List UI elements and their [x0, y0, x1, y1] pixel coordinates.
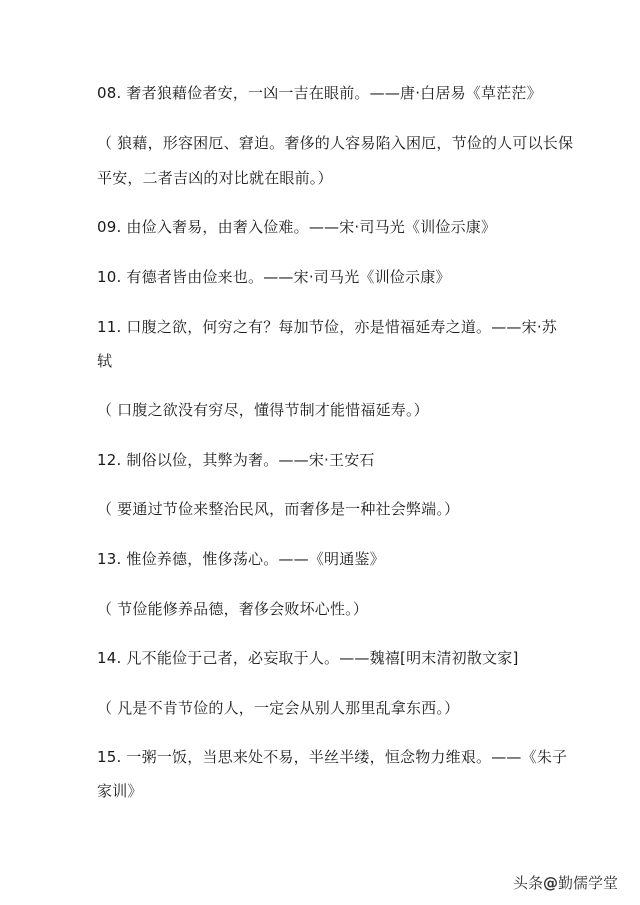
note-08-line-2: 平安，二者吉凶的对比就在眼前。）: [97, 169, 333, 187]
quote-14: 14. 凡不能俭于己者，必妄取于人。——魏禧[明末清初散文家]: [97, 649, 519, 667]
quote-11-line-1: 11. 口腹之欲，何穷之有？每加节俭，亦是惜福延寿之道。——宋·苏: [97, 318, 557, 336]
watermark-name: 勤儒学堂: [557, 874, 618, 892]
watermark-at: @: [542, 874, 558, 892]
quote-10: 10. 有德者皆由俭来也。——宋·司马光《训俭示康》: [97, 268, 451, 286]
quote-13: 13. 惟俭养德，惟侈荡心。——《明通鉴》: [97, 550, 385, 568]
quote-15-line-2: 家训》: [97, 782, 143, 800]
note-13: （ 节俭能修养品德，奢侈会败坏心性。）: [97, 600, 369, 618]
quote-12: 12. 制俗以俭，其弊为奢。——宋·王安石: [97, 451, 375, 469]
note-12: （ 要通过节俭来整治民风，而奢侈是一种社会弊端。）: [97, 500, 460, 518]
watermark: [513, 872, 618, 893]
note-14: （ 凡是不肯节俭的人，一定会从别人那里乱拿东西。）: [97, 699, 460, 717]
quote-11-line-2: 轼: [97, 352, 113, 370]
watermark-prefix: 头条: [512, 874, 543, 892]
note-11: （ 口腹之欲没有穷尽，懂得节制才能惜福延寿。）: [97, 401, 429, 419]
quote-15-line-1: 15. 一粥一饭，当思来处不易，半丝半缕，恒念物力维艰。——《朱子: [97, 748, 568, 766]
quote-09: 09. 由俭入奢易，由奢入俭难。——宋·司马光《训俭示康》: [97, 218, 497, 236]
quote-08: 08. 奢者狼藉俭者安，一凶一吉在眼前。——唐·白居易《草茫茫》: [97, 84, 542, 102]
note-08-line-1: （ 狼藉，形容困厄、窘迫。奢侈的人容易陷入困厄，节俭的人可以长保: [97, 134, 574, 152]
